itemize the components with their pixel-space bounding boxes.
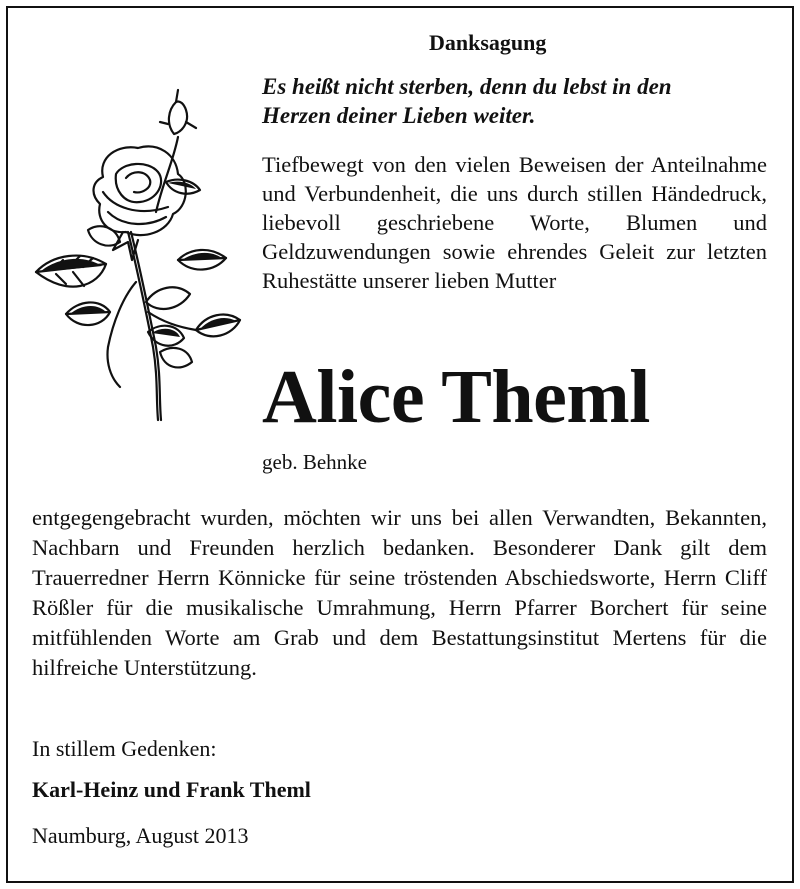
motto-line-1: Es heißt nicht sterben, denn du lebst in den [262, 74, 672, 99]
maiden-name: geb. Behnke [262, 450, 367, 474]
motto [262, 72, 782, 130]
rose-icon [28, 82, 243, 427]
place-date: Naumburg, August 2013 [32, 823, 249, 848]
signers: Karl-Heinz und Frank Theml [32, 777, 311, 802]
motto-line-2: Herzen deiner Lieben weiter. [262, 103, 536, 128]
closing-phrase: In stillem Gedenken: [32, 736, 217, 761]
deceased-name: Alice Theml [262, 355, 650, 439]
intro-paragraph: Tiefbewegt von den vielen Beweisen der Anteilnahme und Verbundenheit, die uns durch stillen Händedruck, liebevoll geschriebene Worte, Blumen und Geldzuwendungen sowie ehrendes Geleit zur letzten Ruhestätte unserer lieben Mutter [262, 152, 767, 293]
thanks-paragraph: entgegengebracht wurden, möchten wir uns bei allen Verwandten, Bekannten, Nachbarn und Freunden herzlich bedanken. Besonderer Dank gilt dem Trauerredner Herrn Könnicke für seine tröstenden Abschiedsworte, Herrn Cliff Rößler für die musikalische Umrahmung, Herrn Pfarrer Borchert für seine mitfühlenden Worte am Grab und dem Bestattungsinstitut Mertens für die hilfreiche Unterstützung. [32, 505, 767, 680]
